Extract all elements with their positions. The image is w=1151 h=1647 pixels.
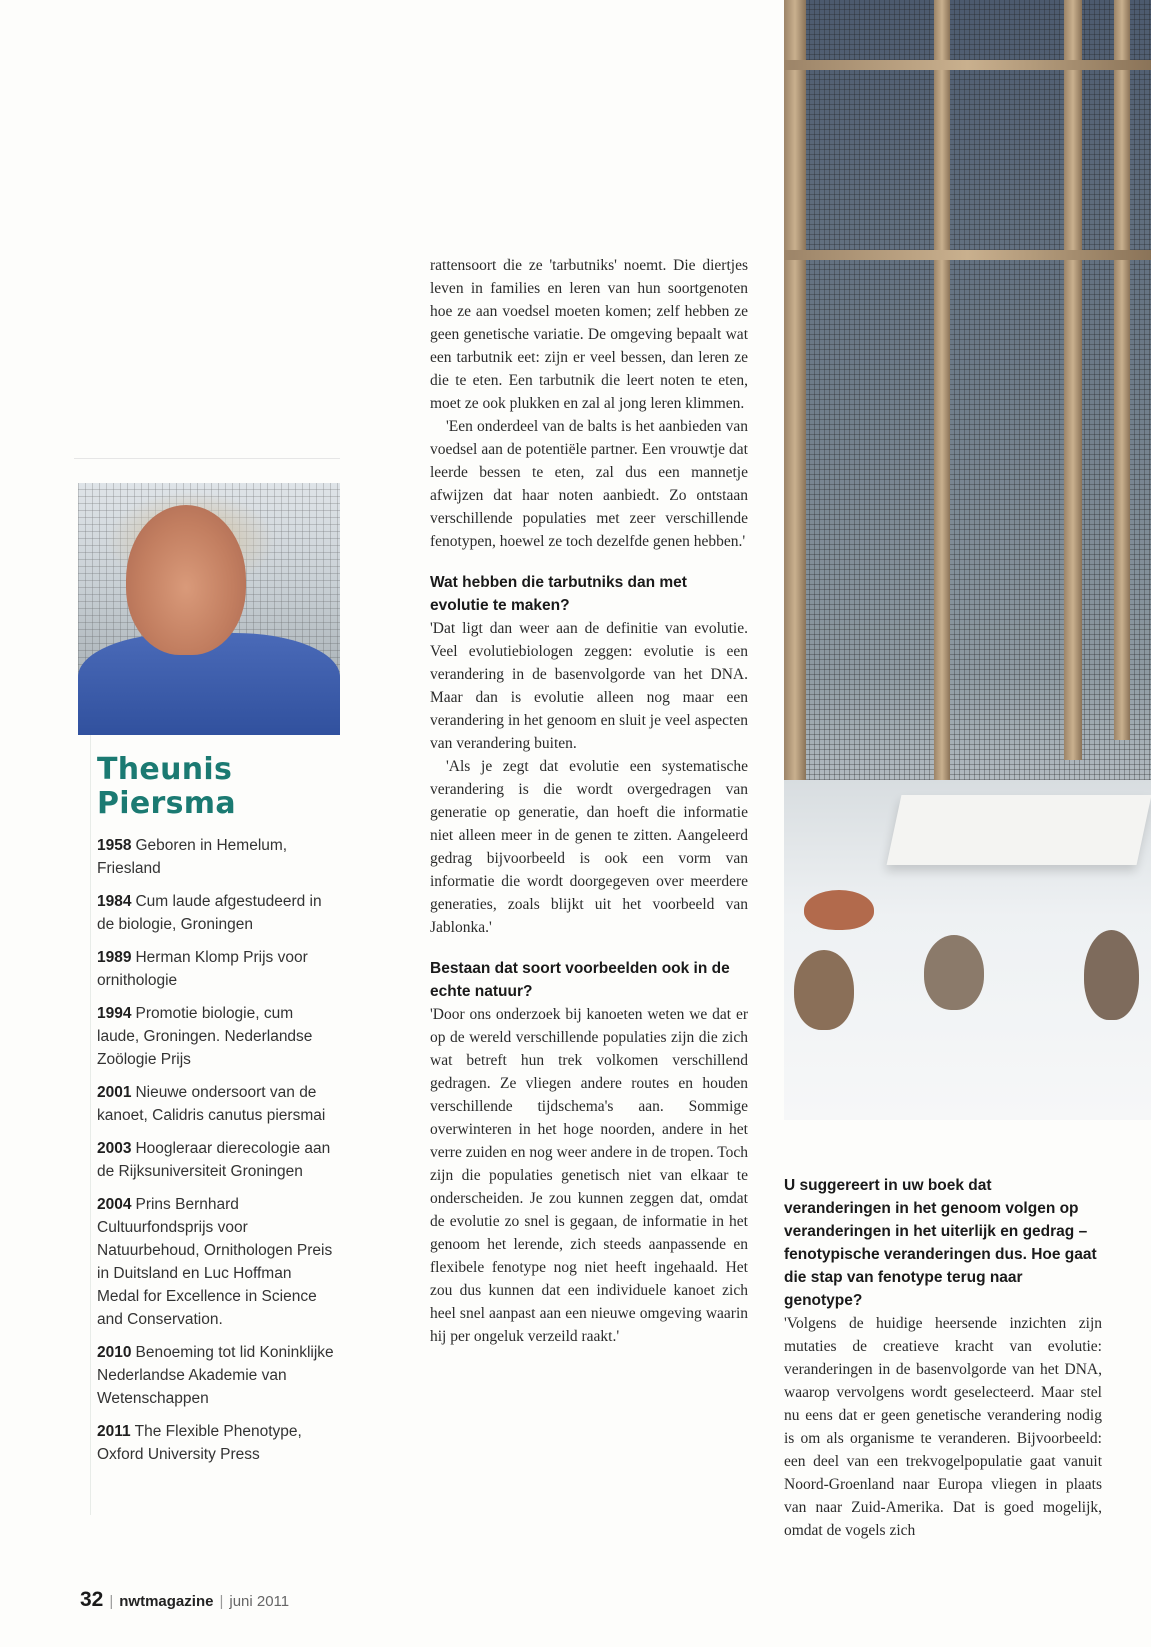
paragraph: 'Door ons onderzoek bij kanoeten weten we dat er op de wereld verschillende populaties zijn die zich wat betreft hun trek volkomen verschillend gedragen. Ze vliegen andere routes en houden verschillende tijdschema's aan. Sommige overwinteren in het hoge noorden, andere in het verre zuiden en nog weer andere in de tropen. Toch zijn die populaties genetisch niet van elkaar te onderscheiden. Je zou kunnen zeggen dat, omdat de evolutie zo snel is gegaan, de informatie in het genoom het lerende, zich steeds aanpassende en flexibele fenotype nog niet heeft ingehaald. Het zou dus kunnen dat een individuele kanoet zich heel snel aanpast aan een nieuwe omgeving waarin hij per ongeluk verzeild raakt.' <box>430 1006 748 1345</box>
timeline-text: Promotie biologie, cum laude, Groningen. Nederlandse Zoölogie Prijs <box>97 1005 313 1068</box>
timeline-item <box>97 834 337 880</box>
timeline-year: 2004 <box>97 1196 132 1213</box>
interview-question: U suggereert in uw boek dat veranderingen in het genoom volgen op veranderingen in het uiterlijk en gedrag – fenotypische veranderingen dus. Hoe gaat die stap van fenotype terug naar genotype? <box>784 1177 1097 1309</box>
timeline-text: Prins Bernhard Cultuurfondsprijs voor Natuurbehoud, Ornithologen Preis in Duitsland en Luc Hoffman Medal for Excellence in Science and Conservation. <box>97 1196 333 1328</box>
timeline-text: Herman Klomp Prijs voor ornithologie <box>97 949 308 989</box>
sidebar-divider <box>90 735 91 1515</box>
timeline-item <box>97 1341 337 1410</box>
timeline-item <box>97 1081 337 1127</box>
timeline-year: 2001 <box>97 1084 132 1101</box>
timeline-item <box>97 1193 337 1331</box>
birds-aviary-photo <box>784 0 1151 1120</box>
article-column-1 <box>430 254 748 1348</box>
paragraph: 'Een onderdeel van de balts is het aanbieden van voedsel aan de potentiële partner. Een vrouwtje dat leerde bessen te eten, zal dus een mannetje afwijzen dat haar noten aanbiedt. Zo ontstaan verschillende populaties met zeer verschillende fenotypen, hoewel ze toch dezelfde genen hebben.' <box>430 418 748 550</box>
timeline-text: Nieuwe ondersoort van de kanoet, Calidris canutus piersmai <box>97 1084 326 1124</box>
timeline-year: 2003 <box>97 1140 132 1157</box>
timeline-item <box>97 1002 337 1071</box>
paragraph: 'Dat ligt dan weer aan de definitie van evolutie. Veel evolutiebiologen zeggen: evolutie is een verandering in de basenvolgorde van het DNA. Maar dan is evolutie alleen nog maar een verandering in het genoom en sluit je veel aspecten van verandering buiten. <box>430 620 748 752</box>
timeline-text: Hoogleraar dierecologie aan de Rijksuniversiteit Groningen <box>97 1140 331 1180</box>
timeline-item <box>97 890 337 936</box>
page-footer: 32 | nwtmagazine | juni 2011 <box>80 1588 290 1611</box>
timeline-year: 1958 <box>97 837 132 854</box>
timeline-year: 1994 <box>97 1005 132 1022</box>
magazine-name: nwtmagazine <box>119 1593 214 1610</box>
profile-name: Theunis Piersma <box>97 752 236 821</box>
timeline-list <box>97 834 337 1476</box>
interview-question: Wat hebben die tarbutniks dan met evolutie te maken? <box>430 574 687 614</box>
article-column-2 <box>784 1174 1102 1542</box>
timeline-text: Benoeming tot lid Koninklijke Nederlandse Akademie van Wetenschappen <box>97 1344 334 1407</box>
timeline-year: 2010 <box>97 1344 132 1361</box>
issue-date: juni 2011 <box>229 1593 290 1610</box>
sidebar-top-rule <box>74 458 340 459</box>
paragraph: 'Als je zegt dat evolutie een systematische verandering is die wordt overgedragen van generatie op generatie, dan hoeft die informatie niet alleen meer in de genen te zitten. Aangeleerd gedrag bijvoorbeeld is ook een vorm van informatie die wordt doorgegeven over meerdere generaties, zoals blijkt uit het voorbeeld van Jablonka.' <box>430 758 748 936</box>
interview-question: Bestaan dat soort voorbeelden ook in de echte natuur? <box>430 960 730 1000</box>
timeline-text: Cum laude afgestudeerd in de biologie, Groningen <box>97 893 322 933</box>
paragraph: 'Volgens de huidige heersende inzichten zijn mutaties de creatieve kracht van evolutie: veranderingen in de basenvolgorde van het DNA, waarop vervolgens wordt geselecteerd. Maar stel nu eens dat er geen genetische verandering nodig is om als organisme te veranderen. Bijvoorbeeld: een deel van een trekvogelpopulatie gaat vanuit Noord-Groenland naar Europa vliegen in plaats van naar Zuid-Amerika. Dat is goed mogelijk, omdat de vogels zich <box>784 1315 1102 1539</box>
portrait-photo <box>78 483 340 735</box>
timeline-item <box>97 1420 337 1466</box>
timeline-item <box>97 1137 337 1183</box>
timeline-text: Geboren in Hemelum, Friesland <box>97 837 288 877</box>
timeline-year: 2011 <box>97 1423 131 1440</box>
timeline-item <box>97 946 337 992</box>
timeline-year: 1989 <box>97 949 132 966</box>
timeline-year: 1984 <box>97 893 132 910</box>
timeline-text: The Flexible Phenotype, Oxford University Press <box>97 1423 302 1463</box>
paragraph: rattensoort die ze 'tarbutniks' noemt. Die diertjes leven in families en leren van hun soortgenoten hoe ze aan voedsel moeten komen; zelf hebben ze geen genetische variatie. De omgeving bepaalt wat een tarbutnik eet: zijn er veel bessen, dan leren ze die te eten. Een tarbutnik die leert noten te eten, moet ze ook plukken en zal al jong leren klimmen. <box>430 257 748 412</box>
page-number: 32 <box>80 1588 104 1611</box>
